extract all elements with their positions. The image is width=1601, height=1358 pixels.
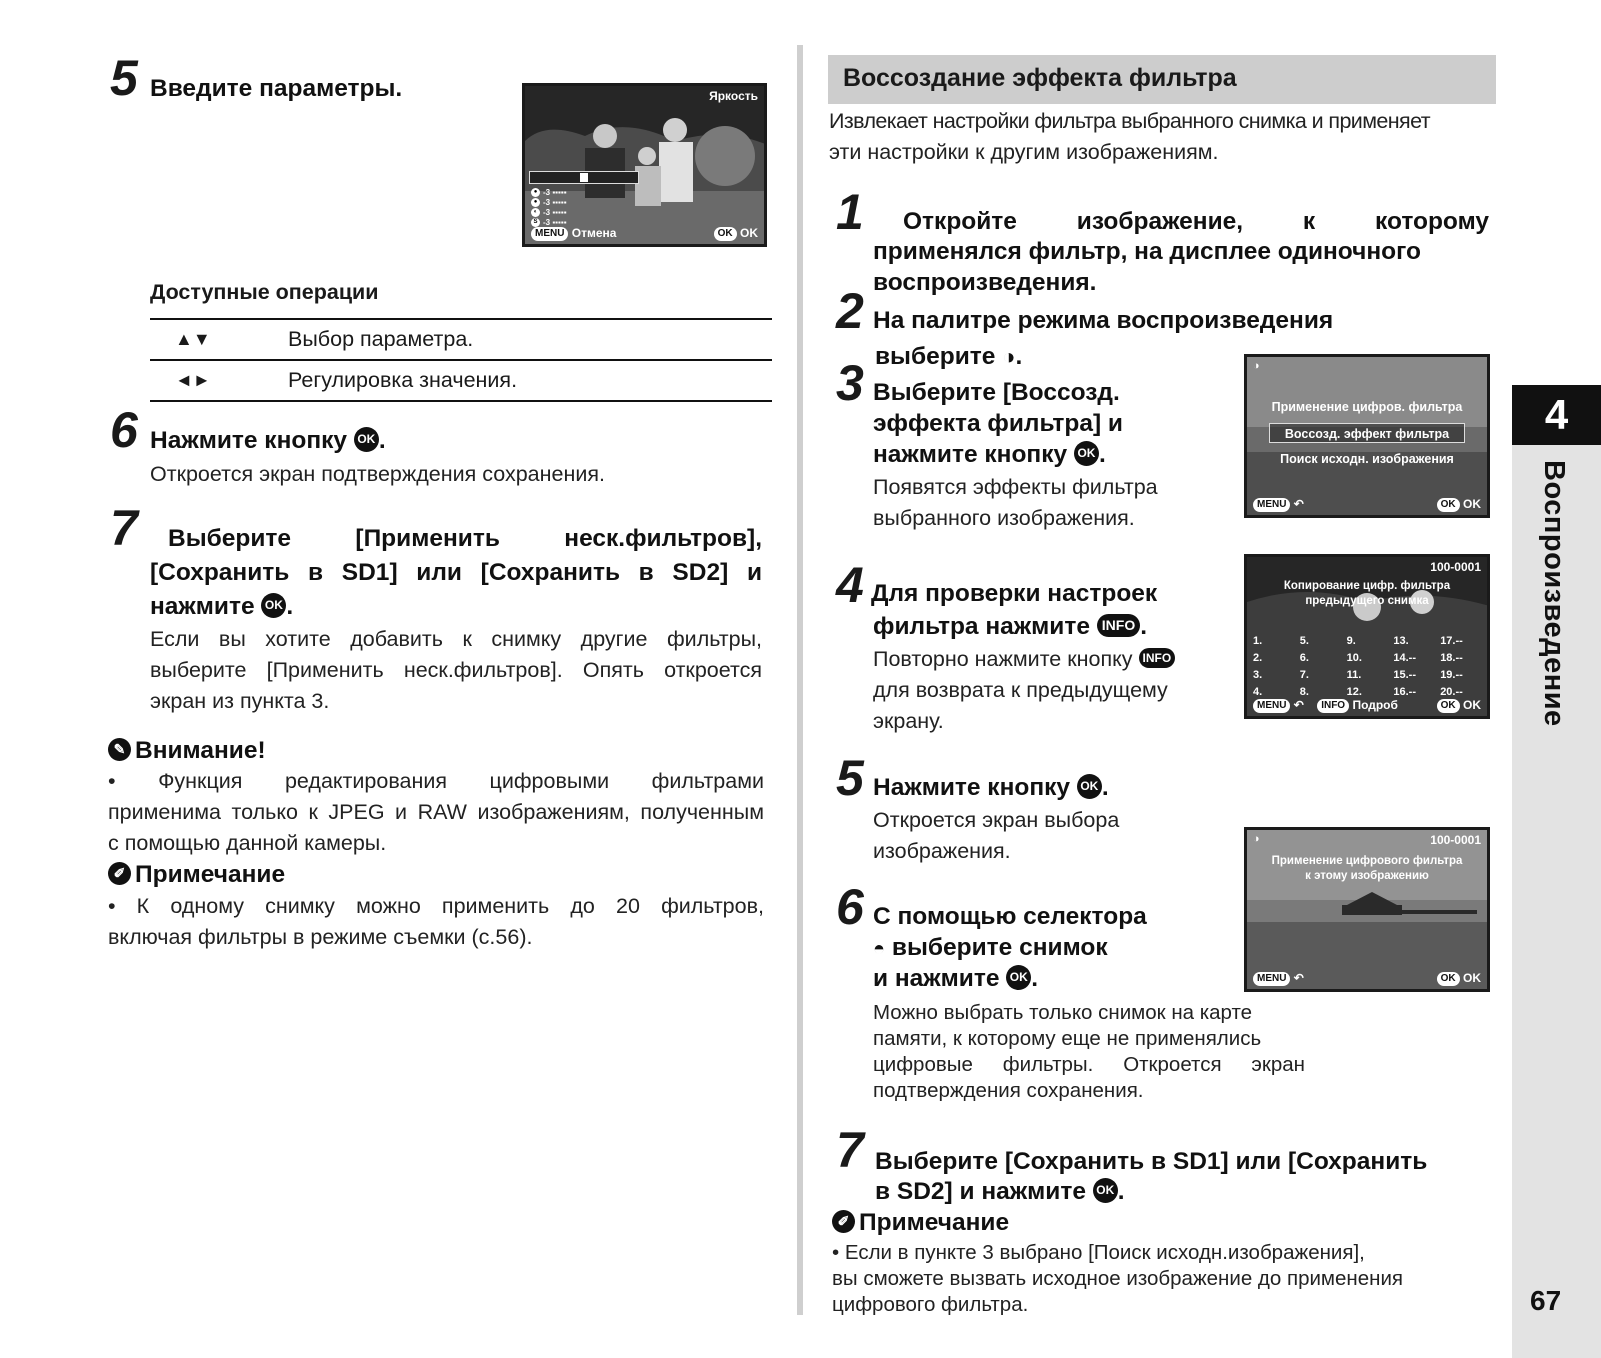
brightness-slider (529, 171, 639, 184)
dial-icon: ◓ (873, 938, 886, 960)
ok-icon: OK (1437, 498, 1460, 512)
section-title-bar (828, 55, 1496, 104)
filter-slot: 13. (1393, 635, 1409, 647)
menu-item-find-original[interactable]: Поиск исходн. изображения (1280, 452, 1454, 466)
ok-icon: OK (714, 227, 737, 241)
filter-icon: ◑ (1002, 344, 1016, 369)
r-step5-body-l2: изображения. (873, 839, 1011, 863)
filter-icon: ◑ (1253, 360, 1260, 372)
r-step6-body-l2: памяти, к которому еще не применялись (873, 1027, 1262, 1050)
r-step3-number: 3 (836, 355, 864, 411)
note-l2: включая фильтры в режиме съемки (с.56). (108, 925, 533, 949)
param-list: ● -3 ▪▪▪▪▪ ● -3 ▪▪▪▪▪ ◐ -3 ▪▪▪▪▪ S -3 ▪▪▪▪▪ (531, 188, 619, 228)
r-step5-number: 5 (836, 750, 864, 806)
ops-title: Доступные операции (150, 280, 379, 304)
r-step6-l2: ◓ выберите снимок (873, 934, 1108, 961)
filter-slot: 8. (1299, 686, 1309, 698)
op-desc: Выбор параметра. (288, 319, 772, 360)
screen-footer: MENU Отмена OK OK (525, 222, 764, 244)
filter-slot: 12. (1346, 686, 1362, 698)
ok-button-icon: OK (354, 427, 379, 452)
r-step5-title: Нажмите кнопку OK . (873, 774, 1109, 801)
op-desc: Регулировка значения. (288, 360, 772, 401)
menu-item-apply[interactable]: Применение цифров. фильтра (1271, 400, 1463, 414)
screen-footer: MENU ↶ OK OK (1247, 967, 1487, 989)
filter-slot: 1. (1253, 635, 1263, 647)
r-step4-body-l1: Повторно нажмите кнопку INFO (873, 644, 1175, 675)
step6-body: Откроется экран подтверждения сохранения. (150, 462, 605, 486)
r-step4-body-l3: экрану. (873, 709, 944, 733)
column-divider (797, 45, 803, 1315)
filter-slot: 19.-- (1440, 669, 1463, 681)
menu-icon: MENU (1253, 699, 1290, 713)
ok-button-icon: OK (1074, 441, 1099, 466)
keys-updown: ▲▼ (150, 319, 288, 360)
ok-icon: OK (1437, 699, 1460, 713)
r-step5-body-l1: Откроется экран выбора (873, 808, 1120, 832)
filter-slot: 4. (1253, 686, 1263, 698)
list-title: Копирование цифр. фильтра предыдущего снимка (1283, 580, 1451, 607)
r-step6-body-l4: подтверждения сохранения. (873, 1079, 1144, 1102)
ok-button-icon: OK (1006, 965, 1031, 990)
r-step1-l3: воспроизведения. (873, 269, 1097, 296)
r-step7-l2: в SD2] и нажмите OK . (875, 1178, 1125, 1205)
filter-slot: 5. (1299, 635, 1309, 647)
ok-icon: OK (1437, 972, 1460, 986)
screen-footer: MENU ↶ OK OK (1247, 493, 1487, 515)
r-note-l2: вы сможете вызвать исходное изображение до применения (832, 1267, 1404, 1290)
step7-body-l1: Если вы хотите добавить к снимку другие фильтры, (150, 627, 762, 651)
ok-button-icon: OK (1093, 1178, 1118, 1203)
filter-slot: 14.-- (1393, 652, 1417, 664)
r-step2-number: 2 (836, 283, 864, 339)
r-step4-l2: фильтра нажмите INFO . (873, 613, 1148, 640)
r-step7-l1: Выберите [Сохранить в SD1] или [Сохранить (875, 1148, 1428, 1175)
filter-slot: 20.-- (1440, 686, 1463, 698)
step7-body-l2: выберите [Применить неск.фильтров]. Опять откроется (150, 658, 762, 682)
filter-slot: 10. (1346, 652, 1362, 664)
filter-slot: 16.-- (1393, 686, 1417, 698)
r-step4-number: 4 (836, 557, 864, 613)
filter-icon: ◑ (1253, 833, 1260, 845)
keys-leftright: ◄► (150, 360, 288, 401)
section-title: Воссоздание эффекта фильтра (843, 64, 1237, 92)
filter-grid (1253, 634, 1487, 700)
step7-number: 7 (110, 500, 138, 556)
r-step6-l1: С помощью селектора (873, 903, 1147, 930)
ops-table (150, 318, 772, 402)
menu-icon: MENU (1253, 498, 1290, 512)
table-row (150, 319, 772, 360)
detail-label: Подроб (1352, 698, 1398, 712)
note-icon: ✐ (832, 1210, 855, 1233)
brightness-screen (522, 83, 767, 247)
ok-button-icon: OK (1077, 774, 1102, 799)
r-step3-body-l1: Появятся эффекты фильтра (873, 475, 1158, 499)
r-step4-body-l2: для возврата к предыдущему (873, 678, 1168, 702)
note-heading: ✐ Примечание (108, 859, 285, 890)
chapter-number: 4 (1512, 385, 1601, 445)
filter-slot: 6. (1299, 652, 1309, 664)
r-step3-l3: нажмите кнопку OK . (873, 441, 1106, 468)
step6-number: 6 (110, 402, 138, 458)
back-icon: ↶ (1293, 971, 1304, 985)
intro-l2: эти настройки к другим изображениям. (829, 140, 1219, 164)
r-step6-l3: и нажмите OK . (873, 965, 1039, 992)
info-icon: INFO (1317, 699, 1349, 713)
step7-title-l1: Выберите [Применить неск.фильтров], (168, 525, 762, 552)
apply-title: Применение цифрового фильтра к этому изображению (1271, 855, 1463, 882)
menu-item-recreate[interactable]: Воссозд. эффект фильтра (1269, 423, 1465, 443)
ok-button-icon: OK (261, 593, 286, 618)
filter-slot: 11. (1346, 669, 1362, 681)
file-number: 100-0001 (1430, 560, 1481, 574)
filter-slot: 9. (1346, 635, 1356, 647)
r-note-heading: ✐ Примечание (832, 1207, 1009, 1238)
r-note-l1: • Если в пункте 3 выбрано [Поиск исходн.изображения], (832, 1241, 1365, 1264)
filter-slot: 18.-- (1440, 652, 1463, 664)
filter-menu-screen (1244, 354, 1490, 518)
table-row (150, 360, 772, 401)
apply-filter-screen (1244, 827, 1490, 992)
caution-l3: с помощью данной камеры. (108, 831, 387, 855)
r-step2-l2: выберите ◑. (875, 343, 1023, 370)
caution-l2: применима только к JPEG и RAW изображениям, полученным (108, 800, 764, 824)
r-step3-l2: эффекта фильтра] и (873, 410, 1123, 437)
step5-title: Введите параметры. (150, 75, 403, 102)
note-icon: ✐ (108, 862, 131, 885)
step7-title-l3: нажмите OK . (150, 593, 294, 620)
filter-slot: 17.-- (1440, 635, 1463, 647)
caution-icon: ✎ (108, 738, 131, 761)
filter-slot: 3. (1253, 669, 1263, 681)
caution-heading: ✎ Внимание! (108, 735, 266, 766)
screen-footer: MENU ↶ INFO Подроб OK OK (1247, 694, 1487, 716)
info-button-icon: INFO (1139, 648, 1176, 668)
cancel-label: Отмена (571, 226, 617, 240)
r-step3-l1: Выберите [Воссозд. (873, 379, 1120, 406)
r-step4-l1: Для проверки настроек (871, 580, 1158, 607)
r-note-l3: цифрового фильтра. (832, 1293, 1029, 1316)
r-step3-body-l2: выбранного изображения. (873, 506, 1135, 530)
menu-icon: MENU (531, 227, 568, 241)
menu-icon: MENU (1253, 972, 1290, 986)
r-step1-l1: Откройте изображение, к которому (903, 208, 1489, 235)
page-number: 67 (1530, 1285, 1562, 1316)
step5-number: 5 (110, 50, 138, 106)
r-step2-l1: На палитре режима воспроизведения (873, 307, 1334, 334)
screen-title: Яркость (709, 89, 758, 103)
chapter-label: Воспроизведение (1538, 460, 1570, 727)
r-step6-body-l3: цифровые фильтры. Откроется экран (873, 1053, 1305, 1076)
info-button-icon: INFO (1097, 614, 1140, 637)
filter-slot: 15.-- (1393, 669, 1417, 681)
r-step7-number: 7 (836, 1122, 864, 1178)
note-l1: • К одному снимку можно применить до 20 фильтров, (108, 894, 764, 918)
caution-l1: • Функция редактирования цифровыми фильтрами (108, 769, 764, 793)
r-step6-body-l1: Можно выбрать только снимок на карте (873, 1001, 1253, 1024)
file-number: 100-0001 (1430, 833, 1481, 847)
r-step1-number: 1 (836, 184, 864, 240)
back-icon: ↶ (1293, 698, 1304, 712)
filter-slot: 7. (1299, 669, 1309, 681)
intro-l1: Извлекает настройки фильтра выбранного снимка и применяет (829, 109, 1430, 133)
r-step6-number: 6 (836, 879, 864, 935)
filter-list-screen (1244, 554, 1490, 719)
r-step1-l2: применялся фильтр, на дисплее одиночного (873, 238, 1421, 265)
step6-title: Нажмите кнопку OK . (150, 427, 386, 454)
filter-slot: 2. (1253, 652, 1263, 664)
step7-title-l2: [Сохранить в SD1] или [Сохранить в SD2] и (150, 559, 762, 586)
back-icon: ↶ (1293, 497, 1304, 511)
step7-body-l3: экран из пункта 3. (150, 689, 330, 713)
